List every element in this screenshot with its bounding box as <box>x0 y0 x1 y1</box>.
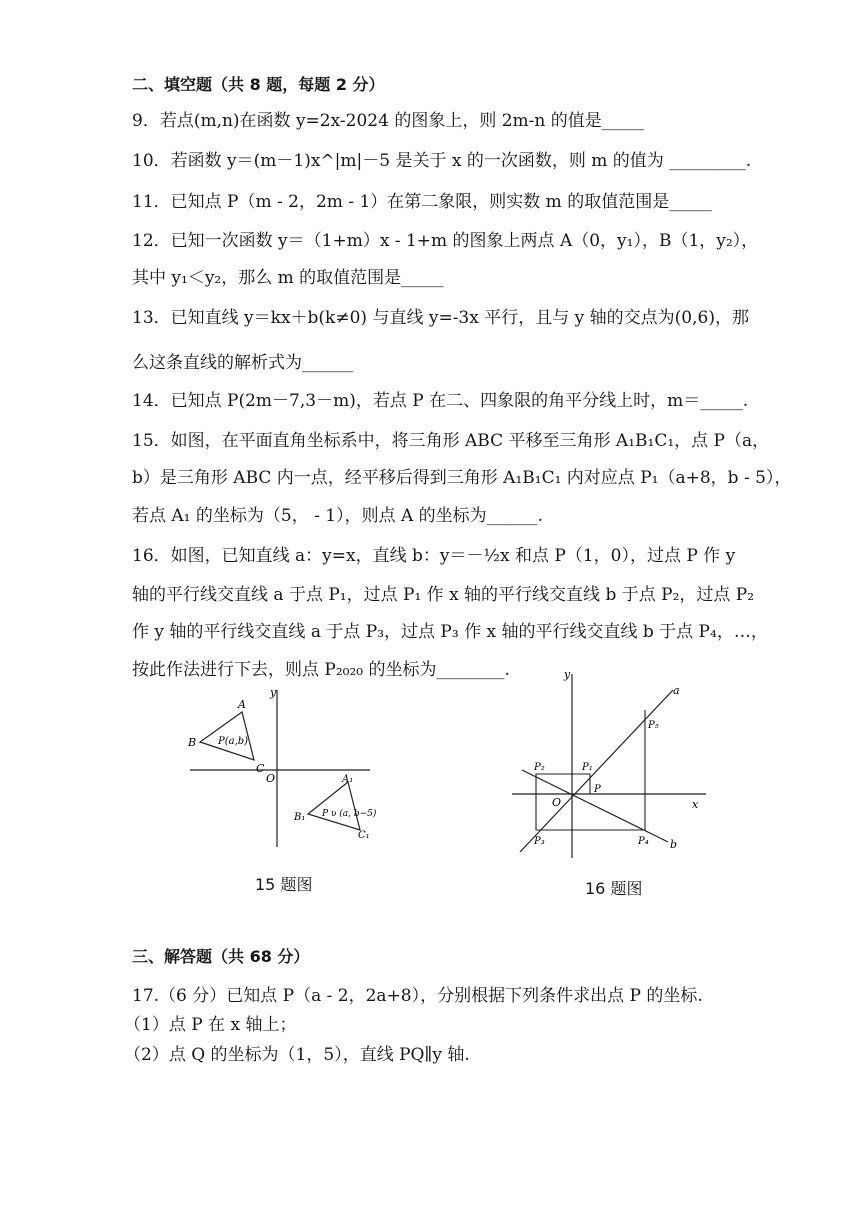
fig15-label-b: B <box>188 736 197 749</box>
question-17-line1: 17.（6 分）已知点 P（a - 2，2a+8），分别根据下列条件求出点 P 的坐标. <box>132 986 703 1006</box>
fig15-label-p: P(a,b) <box>218 736 249 747</box>
question-10: 10．若函数 y＝(m－1)x^|m|－5 是关于 x 的一次函数，则 m 的值为 _________. <box>132 151 752 171</box>
fig16-label-y: y <box>564 668 571 681</box>
fig16-label-p5: P₅ <box>648 720 659 731</box>
question-15-line1: 15．如图，在平面直角坐标系中，将三角形 ABC 平移至三角形 A₁B₁C₁，点 P（a， <box>132 431 770 451</box>
fig16-label-p2: P₂ <box>534 762 545 773</box>
fig15-label-p1: P ʋ (a, b−5) <box>322 809 377 819</box>
question-9: 9．若点(m,n)在函数 y=2x-2024 的图象上，则 2m-n 的值是_____ <box>132 111 645 131</box>
question-12-line1: 12．已知一次函数 y＝（1+m）x - 1+m 的图象上两点 A（0，y₁），B（1，y₂）， <box>132 231 759 251</box>
fig16-label-o: O <box>552 796 562 809</box>
fig15-label-a: A <box>238 698 246 711</box>
fig15-label-y: y <box>270 686 277 699</box>
fig16-label-p3: P₃ <box>534 836 545 847</box>
fig16-label-p1: P₁ <box>582 762 593 773</box>
question-14: 14．已知点 P(2m－7,3－m)，若点 P 在二、四象限的角平分线上时，m＝_____. <box>132 391 749 411</box>
question-16-line4: 按此作法进行下去，则点 P₂₀₂₀ 的坐标为________. <box>132 660 510 680</box>
figure-16 <box>508 662 718 862</box>
fig16-label-x: x <box>692 798 699 811</box>
figure-16-caption: 16 题图 <box>585 879 643 898</box>
fig15-label-c: C <box>256 762 265 775</box>
fig16-line-b <box>522 770 668 842</box>
question-12-line2: 其中 y₁＜y₂，那么 m 的取值范围是_____ <box>132 268 444 288</box>
fig16-label-p: P <box>594 784 601 795</box>
question-17-part1: （1）点 P 在 x 轴上； <box>124 1015 297 1035</box>
question-13-line2: 么这条直线的解析式为______ <box>132 353 353 373</box>
fig15-label-b1: B₁ <box>294 812 306 823</box>
question-15-line2: b）是三角形 ABC 内一点，经平移后得到三角形 A₁B₁C₁ 内对应点 P₁（a+8，b - 5）， <box>132 468 792 488</box>
fig16-label-p4: P₄ <box>638 836 649 847</box>
question-16-line3: 作 y 轴的平行线交直线 a 于点 P₃，过点 P₃ 作 x 轴的平行线交直线 b 于点 P₄，…， <box>132 622 768 642</box>
fig15-label-c1: C₁ <box>358 830 370 841</box>
section3-heading: 三、解答题（共 68 分） <box>132 947 310 966</box>
fig15-label-o: O <box>266 772 276 785</box>
fig16-label-b: b <box>670 838 678 851</box>
figure-15-caption: 15 题图 <box>255 875 313 894</box>
section2-heading: 二、填空题（共 8 题，每题 2 分） <box>132 75 385 94</box>
fig15-triangle-a1b1c1 <box>308 782 360 830</box>
question-15-line3: 若点 A₁ 的坐标为（5， - 1），则点 A 的坐标为______. <box>132 506 544 526</box>
question-17-part2: （2）点 Q 的坐标为（1，5），直线 PQ∥y 轴. <box>124 1045 470 1065</box>
question-16-line1: 16．如图，已知直线 a：y=x，直线 b：y＝－½x 和点 P（1，0），过点 P 作 y <box>132 546 736 566</box>
fig16-label-a: a <box>673 684 680 697</box>
fig15-label-a1: A₁ <box>342 774 354 785</box>
figure-15 <box>180 682 390 852</box>
question-11: 11．已知点 P（m - 2，2m - 1）在第二象限，则实数 m 的取值范围是_____ <box>132 192 712 212</box>
question-13-line1: 13．已知直线 y＝kx＋b(k≠0) 与直线 y=-3x 平行，且与 y 轴的交点为(0,6)，那 <box>132 308 749 328</box>
question-16-line2: 轴的平行线交直线 a 于点 P₁，过点 P₁ 作 x 轴的平行线交直线 b 于点 P₂，过点 P₂ <box>132 585 755 605</box>
